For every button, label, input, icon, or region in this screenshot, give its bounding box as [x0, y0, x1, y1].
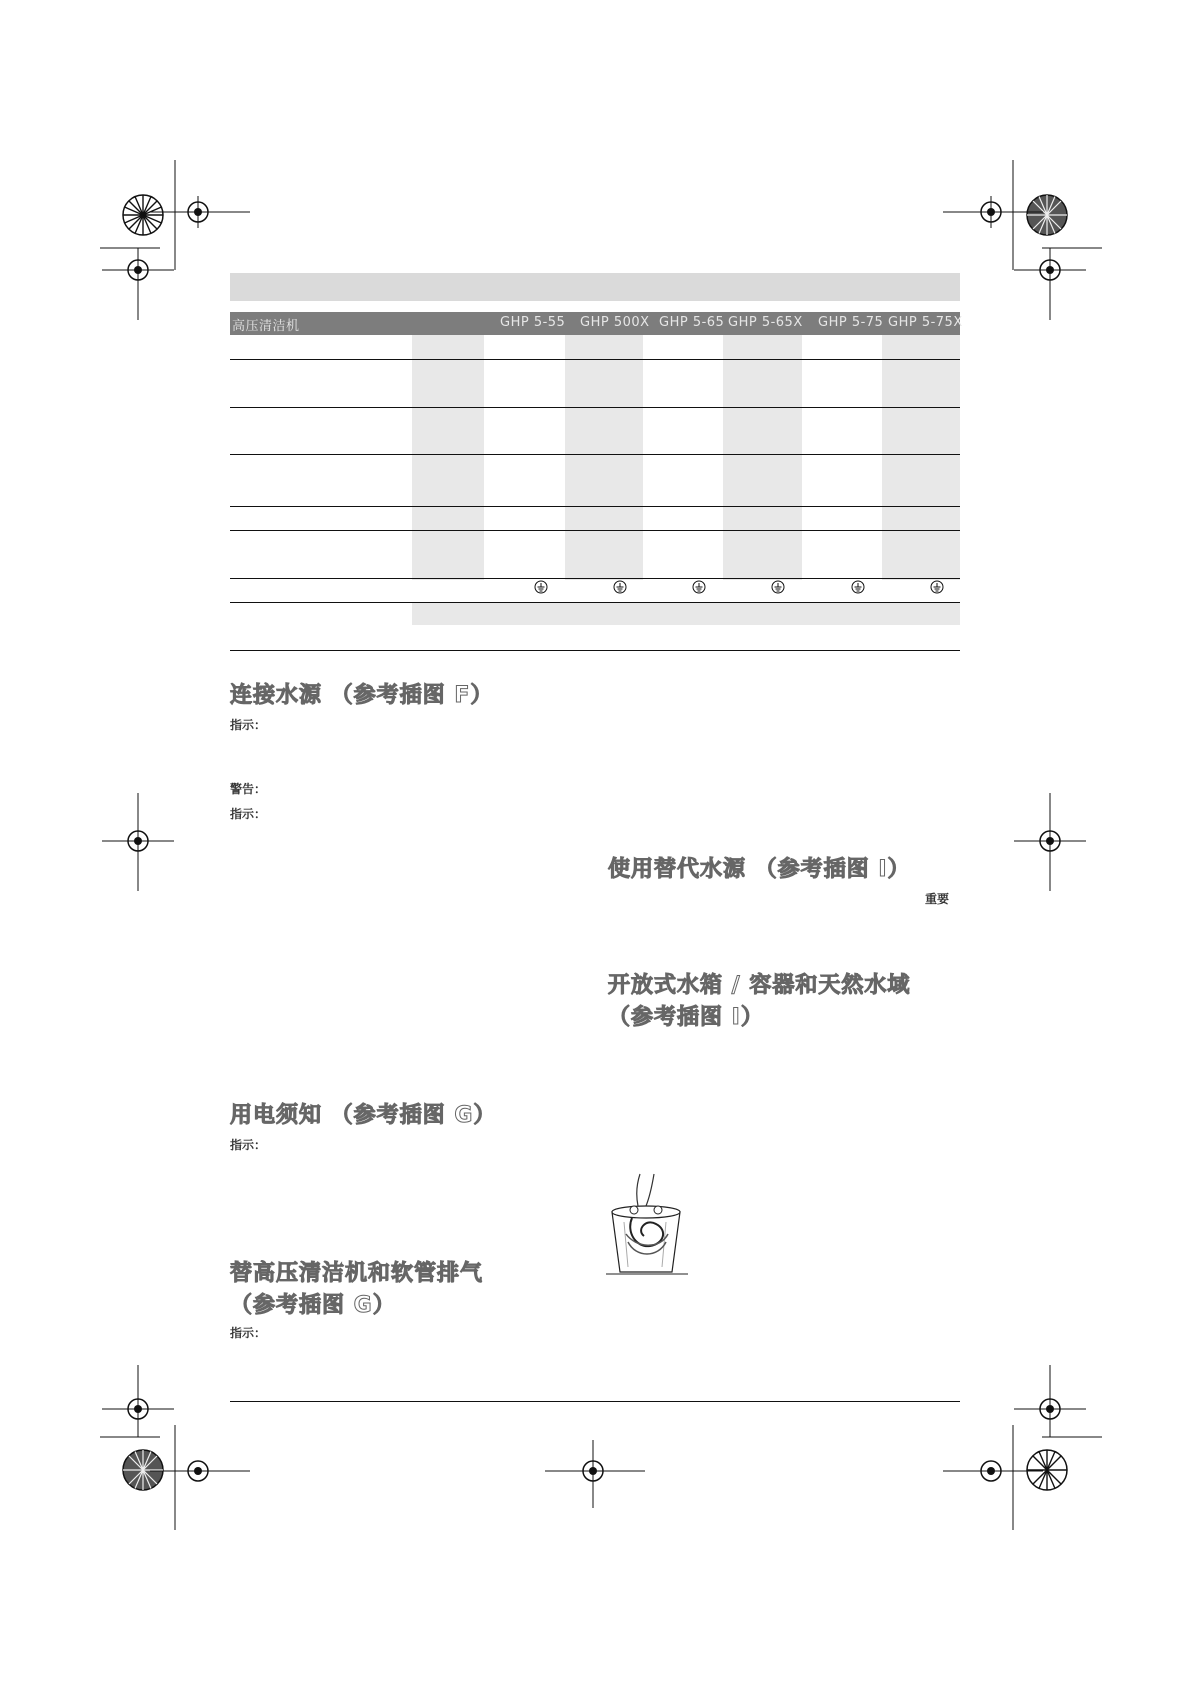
- section-heading-venting: 替高压清洁机和软管排气: [230, 1261, 484, 1286]
- protective-earth-icon: [771, 580, 785, 594]
- spec-table-header: [230, 312, 963, 335]
- model-header: GHP 5-55: [500, 315, 566, 330]
- table-row-divider: [230, 530, 960, 531]
- protective-earth-icon: [851, 580, 865, 594]
- warning-label: 警告：: [230, 782, 267, 796]
- bucket-hose-illustration: [606, 1172, 688, 1276]
- header-band: [230, 273, 960, 301]
- spec-row-shade: [412, 603, 960, 625]
- table-row-divider: [230, 454, 960, 455]
- model-header: GHP 5-75X: [888, 315, 963, 330]
- important-label: 重要: [925, 892, 950, 906]
- note-label: 指示：: [230, 1138, 267, 1152]
- model-header: GHP 5-75: [818, 315, 884, 330]
- model-header: GHP 5-65X: [728, 315, 803, 330]
- model-header: GHP 5-65: [659, 315, 725, 330]
- protective-earth-icon: [534, 580, 548, 594]
- table-row-divider: [230, 602, 960, 603]
- table-row-divider: [230, 407, 960, 408]
- table-row-divider: [230, 359, 960, 360]
- registration-mark-icon: [150, 1425, 250, 1530]
- section-heading-water-connection: 连接水源 （参考插图 F）: [230, 683, 494, 708]
- registration-mark-icon: [100, 240, 180, 320]
- section-heading-open-tank: 开放式水箱 / 容器和天然水域: [608, 973, 911, 998]
- note-label: 指示：: [230, 1326, 267, 1340]
- registration-mark-icon: [100, 793, 180, 893]
- model-header: GHP 500X: [580, 315, 650, 330]
- registration-mark-icon: [1012, 240, 1102, 320]
- registration-mark-icon: [545, 1440, 645, 1520]
- spec-column-shade: [882, 335, 960, 580]
- protective-earth-icon: [930, 580, 944, 594]
- registration-mark-icon: [1012, 793, 1092, 893]
- protective-earth-icon: [613, 580, 627, 594]
- spec-column-shade: [565, 335, 643, 580]
- registration-mark-icon: [943, 1425, 1043, 1530]
- note-label: 指示：: [230, 807, 267, 821]
- table-row-divider: [230, 578, 960, 579]
- section-heading-open-tank-ref: （参考插图 I）: [608, 1005, 764, 1030]
- protective-earth-icon: [692, 580, 706, 594]
- spec-column-shade: [412, 335, 484, 580]
- table-row-divider: [230, 650, 960, 651]
- table-row-divider: [230, 506, 960, 507]
- spec-column-shade: [723, 335, 802, 580]
- section-heading-electric: 用电须知 （参考插图 G）: [230, 1103, 497, 1128]
- spec-table-title: 高压清洁机: [232, 319, 300, 334]
- section-heading-venting-ref: （参考插图 G）: [230, 1293, 396, 1318]
- section-heading-alt-water: 使用替代水源 （参考插图 I）: [608, 857, 911, 882]
- note-label: 指示：: [230, 718, 267, 732]
- footer-rule: [230, 1401, 960, 1402]
